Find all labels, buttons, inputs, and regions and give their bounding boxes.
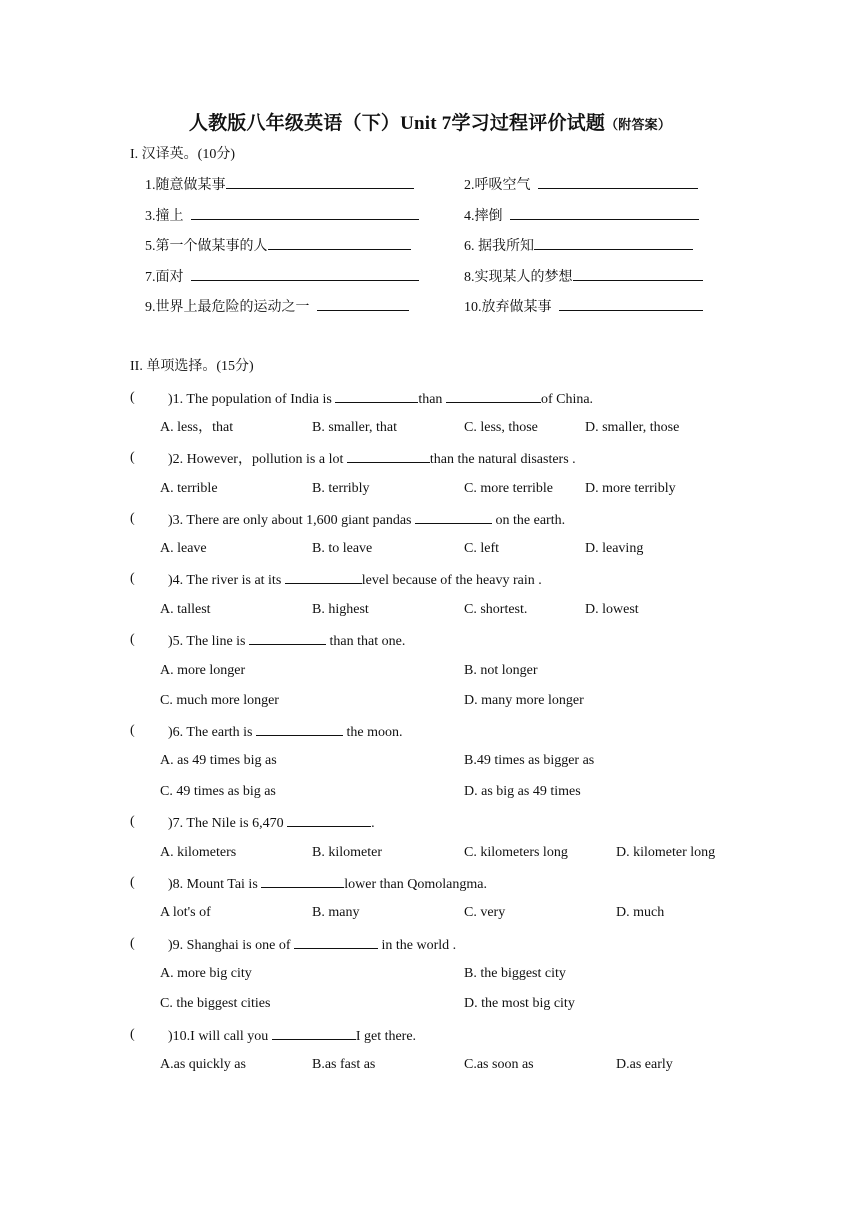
q7-option-d: D. kilometer long [616, 845, 716, 860]
q8-option-c: C. very [464, 905, 506, 920]
q5-option-a: A. more longer [160, 663, 246, 678]
question-2: )2. However，pollution is a lot than the natural disasters . [168, 449, 576, 469]
section-1-heading: I. 汉译英。(10分) [130, 147, 235, 162]
answer-paren: ( [130, 814, 135, 829]
q6-option-c: C. 49 times as big as [160, 784, 276, 799]
q6-option-b: B.49 times as bigger as [464, 753, 595, 768]
q3-option-c: C. left [464, 541, 499, 556]
q2-option-c: C. more terrible [464, 481, 554, 496]
q8-option-b: B. many [312, 905, 360, 920]
q4-option-d: D. lowest [585, 602, 639, 617]
question-1: )1. The population of India is than of China. [168, 389, 593, 409]
title-note: （附答案） [605, 117, 672, 132]
q9-option-a: A. more big city [160, 966, 252, 981]
translation-item-6: 6. 据我所知 [464, 236, 693, 256]
q7-option-a: A. kilometers [160, 845, 237, 860]
answer-paren: ( [130, 571, 135, 586]
question-10: )10.I will call you I get there. [168, 1026, 416, 1046]
answer-paren: ( [130, 1027, 135, 1042]
q8-option-d: D. much [616, 905, 665, 920]
q1-option-a: A. less，that [160, 420, 234, 435]
q2-option-d: D. more terribly [585, 481, 676, 496]
q4-option-b: B. highest [312, 602, 369, 617]
answer-paren: ( [130, 632, 135, 647]
question-9: )9. Shanghai is one of in the world . [168, 935, 456, 955]
q2-option-b: B. terribly [312, 481, 370, 496]
q10-option-b: B.as fast as [312, 1057, 376, 1072]
translation-item-4: 4.摔倒 [464, 206, 699, 226]
q9-option-d: D. the most big city [464, 996, 575, 1011]
q10-option-a: A.as quickly as [160, 1057, 246, 1072]
page-title [0, 108, 860, 135]
question-4: )4. The river is at its level because of the heavy rain . [168, 570, 542, 590]
answer-paren: ( [130, 723, 135, 738]
answer-paren: ( [130, 390, 135, 405]
translation-item-3: 3.撞上 [145, 206, 419, 226]
translation-item-2: 2.呼吸空气 [464, 175, 698, 195]
question-5: )5. The line is than that one. [168, 631, 405, 651]
translation-item-9: 9.世界上最危险的运动之一 [145, 297, 409, 317]
question-6: )6. The earth is the moon. [168, 722, 403, 742]
answer-paren: ( [130, 875, 135, 890]
q10-option-c: C.as soon as [464, 1057, 534, 1072]
q7-option-b: B. kilometer [312, 845, 382, 860]
q4-option-c: C. shortest. [464, 602, 528, 617]
q9-option-c: C. the biggest cities [160, 996, 271, 1011]
answer-paren: ( [130, 511, 135, 526]
answer-paren: ( [130, 450, 135, 465]
answer-paren: ( [130, 936, 135, 951]
q3-option-d: D. leaving [585, 541, 644, 556]
q3-option-b: B. to leave [312, 541, 373, 556]
q5-option-b: B. not longer [464, 663, 538, 678]
q4-option-a: A. tallest [160, 602, 211, 617]
q9-option-b: B. the biggest city [464, 966, 566, 981]
question-3: )3. There are only about 1,600 giant pandas on the earth. [168, 510, 565, 530]
q5-option-c: C. much more longer [160, 693, 279, 708]
title-main: 人教版八年级英语（下）Unit 7学习过程评价试题 [188, 113, 606, 134]
section-2-heading: II. 单项选择。(15分) [130, 359, 254, 374]
q10-option-d: D.as early [616, 1057, 673, 1072]
translation-item-10: 10.放弃做某事 [464, 297, 703, 317]
q6-option-a: A. as 49 times big as [160, 753, 277, 768]
q2-option-a: A. terrible [160, 481, 218, 496]
q1-option-c: C. less, those [464, 420, 538, 435]
question-7: )7. The Nile is 6,470 . [168, 813, 375, 833]
q5-option-d: D. many more longer [464, 693, 584, 708]
translation-item-1: 1.随意做某事 [145, 175, 414, 195]
q1-option-d: D. smaller, those [585, 420, 680, 435]
translation-item-8: 8.实现某人的梦想 [464, 267, 703, 287]
q7-option-c: C. kilometers long [464, 845, 568, 860]
q6-option-d: D. as big as 49 times [464, 784, 581, 799]
translation-item-5: 5.第一个做某事的人 [145, 236, 411, 256]
q8-option-a: A lot's of [160, 905, 211, 920]
question-8: )8. Mount Tai is lower than Qomolangma. [168, 874, 487, 894]
q1-option-b: B. smaller, that [312, 420, 397, 435]
translation-item-7: 7.面对 [145, 267, 419, 287]
q3-option-a: A. leave [160, 541, 207, 556]
